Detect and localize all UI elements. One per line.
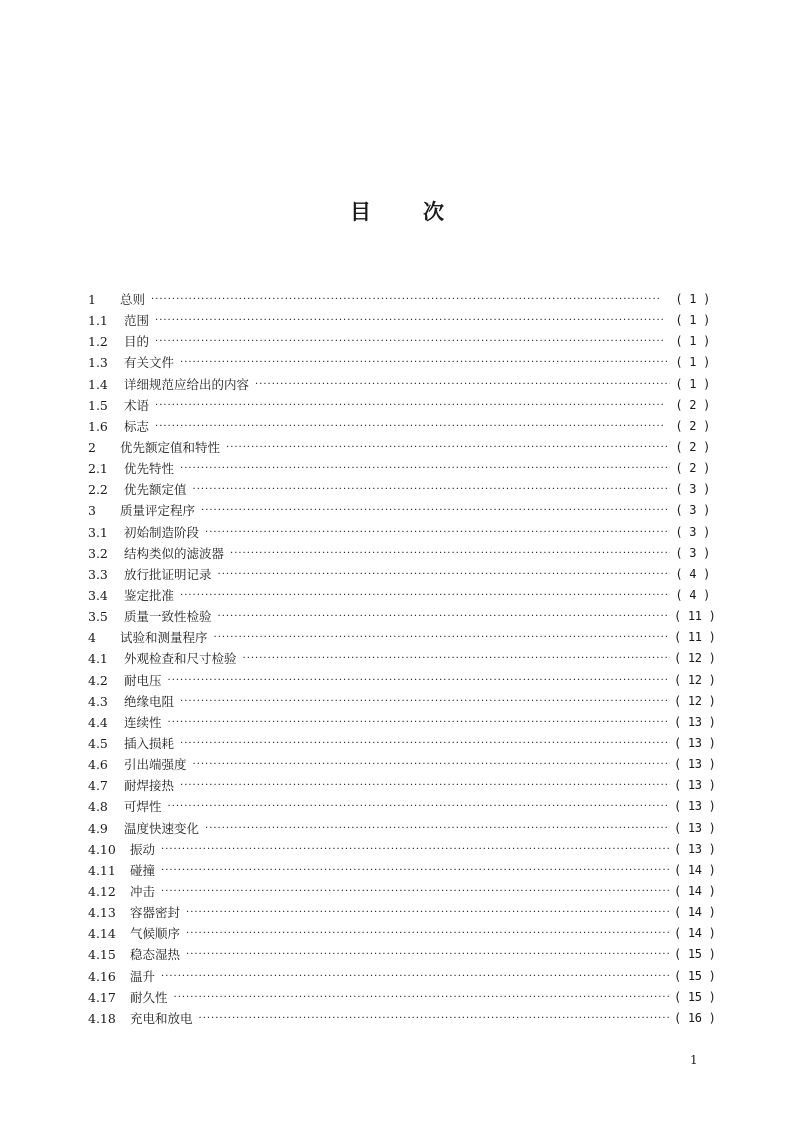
toc-entry[interactable] — [88, 374, 710, 395]
toc-entry[interactable] — [88, 352, 710, 373]
toc-entry[interactable] — [88, 775, 716, 796]
dot-leader — [180, 733, 670, 754]
dot-leader — [180, 585, 670, 606]
toc-entry-number: 4.18 — [88, 1010, 116, 1026]
toc-entry[interactable] — [88, 902, 716, 923]
toc-entry-label: 温度快速变化 — [124, 820, 200, 836]
toc-entry-page: ( 3 ) — [675, 545, 710, 560]
toc-entry-number: 1.4 — [88, 376, 108, 392]
toc-entry-page: ( 15 ) — [674, 968, 716, 983]
toc-entry-label: 温升 — [130, 968, 156, 984]
dot-leader — [151, 289, 670, 310]
toc-entry-page: ( 2 ) — [675, 418, 710, 433]
toc-entry-number: 1.5 — [88, 397, 108, 413]
toc-entry[interactable] — [88, 670, 716, 691]
toc-entry[interactable] — [88, 627, 716, 648]
toc-entry-page: ( 1 ) — [675, 313, 710, 328]
toc-entry[interactable] — [88, 733, 716, 754]
toc-entry-number: 4.8 — [88, 799, 108, 815]
toc-entry-label: 初始制造阶段 — [124, 524, 200, 540]
toc-entry-label: 质量评定程序 — [120, 503, 196, 519]
toc-entry-label: 目的 — [124, 334, 150, 350]
toc-entry-label: 放行批证明记录 — [124, 566, 212, 582]
toc-entry-page: ( 12 ) — [674, 672, 716, 687]
toc-entry-label: 外观检查和尺寸检验 — [124, 651, 237, 667]
dot-leader — [199, 1008, 670, 1029]
toc-entry-label: 气候顺序 — [130, 926, 181, 942]
toc-entry[interactable] — [88, 458, 710, 479]
toc-entry-page: ( 13 ) — [674, 757, 716, 772]
toc-entry-number: 4.6 — [88, 757, 108, 773]
toc-entry-label: 碰撞 — [130, 862, 156, 878]
toc-entry[interactable] — [88, 754, 716, 775]
toc-entry-number: 4.12 — [88, 884, 116, 899]
dot-leader — [180, 775, 670, 796]
dot-leader — [205, 818, 670, 839]
title-char-2: 次 — [423, 200, 444, 224]
dot-leader — [161, 839, 670, 860]
dot-leader — [218, 564, 670, 585]
toc-entry-page: ( 14 ) — [674, 926, 716, 941]
dot-leader — [205, 522, 670, 543]
toc-entry-page: ( 11 ) — [674, 609, 716, 624]
dot-leader — [255, 374, 670, 395]
toc-entry-number: 4.16 — [88, 968, 116, 984]
toc-entry-page: ( 16 ) — [674, 1010, 716, 1025]
toc-entry[interactable] — [88, 500, 710, 521]
toc-entry-page: ( 4 ) — [675, 566, 710, 581]
toc-entry-page: ( 12 ) — [674, 693, 716, 708]
toc-entry-page: ( 4 ) — [675, 588, 710, 603]
toc-entry-label: 插入损耗 — [124, 736, 175, 752]
toc-entry-number: 3.5 — [88, 609, 108, 625]
toc-entry-number: 1.2 — [88, 334, 108, 350]
dot-leader — [186, 902, 670, 923]
toc-entry-label: 可焊性 — [124, 799, 162, 815]
toc-entry[interactable] — [88, 437, 710, 458]
toc-entry-page: ( 15 ) — [674, 947, 716, 962]
dot-leader — [180, 352, 670, 373]
toc-entry-page: ( 11 ) — [674, 630, 716, 645]
dot-leader — [243, 648, 670, 669]
toc-entry-page: ( 13 ) — [674, 820, 716, 835]
dot-leader — [168, 712, 670, 733]
toc-entry[interactable] — [88, 712, 716, 733]
toc-entry[interactable] — [88, 522, 710, 543]
toc-entry-number: 2.1 — [88, 461, 108, 477]
toc-entry-label: 振动 — [130, 841, 156, 857]
toc-entry-label: 结构类似的滤波器 — [124, 545, 225, 561]
toc-entry-page: ( 1 ) — [675, 376, 710, 391]
toc-entry[interactable] — [88, 818, 716, 839]
dot-leader — [186, 923, 670, 944]
toc-entry[interactable] — [88, 839, 716, 860]
toc-entry[interactable] — [88, 881, 716, 902]
toc-entry-label: 耐久性 — [130, 989, 168, 1005]
toc-entry[interactable] — [88, 923, 716, 944]
dot-leader — [168, 670, 670, 691]
toc-entry-number: 3.1 — [88, 524, 108, 540]
toc-entry-page: ( 3 ) — [675, 482, 710, 497]
page-title — [0, 196, 794, 226]
toc-entry-number: 4.9 — [88, 820, 108, 836]
toc-entry[interactable] — [88, 331, 710, 352]
toc-entry-page: ( 13 ) — [674, 841, 716, 856]
toc-entry-label: 优先特性 — [124, 461, 175, 477]
toc-entry-label: 充电和放电 — [130, 1010, 193, 1026]
toc-entry[interactable] — [88, 796, 716, 817]
dot-leader — [174, 987, 670, 1008]
toc-entry[interactable] — [88, 416, 710, 437]
toc-entry-label: 标志 — [124, 418, 150, 434]
toc-entry-page: ( 3 ) — [675, 503, 710, 518]
toc-entry-label: 耐电压 — [124, 672, 162, 688]
toc-entry-page: ( 14 ) — [674, 905, 716, 920]
toc-entry-page: ( 3 ) — [675, 524, 710, 539]
dot-leader — [161, 860, 670, 881]
page-number: 1 — [690, 1053, 698, 1067]
toc-entry-number: 4.11 — [88, 862, 116, 878]
toc-entry-label: 耐焊接热 — [124, 778, 175, 794]
toc-entry-number: 4.17 — [88, 989, 116, 1005]
toc-entry-label: 冲击 — [130, 884, 156, 899]
dot-leader — [180, 691, 670, 712]
dot-leader — [186, 944, 670, 965]
toc-entry-number: 2.2 — [88, 482, 108, 498]
dot-leader — [155, 310, 670, 331]
toc-entry-label: 总则 — [120, 292, 146, 308]
toc-entry-number: 4.13 — [88, 905, 116, 921]
toc-entry-page: ( 2 ) — [675, 397, 710, 412]
toc-entry-label: 连续性 — [124, 714, 162, 730]
table-of-contents — [88, 289, 716, 1029]
toc-entry[interactable] — [88, 966, 716, 987]
toc-entry-page: ( 1 ) — [675, 355, 710, 370]
dot-leader — [168, 796, 670, 817]
dot-leader — [161, 881, 670, 902]
toc-entry[interactable] — [88, 585, 710, 606]
toc-entry-number: 4.7 — [88, 778, 108, 794]
toc-entry-label: 范围 — [124, 313, 150, 329]
toc-entry-page: ( 12 ) — [674, 651, 716, 666]
toc-entry-label: 试验和测量程序 — [120, 630, 208, 646]
toc-entry-number: 2 — [88, 440, 96, 456]
toc-entry-number: 4.2 — [88, 672, 108, 688]
toc-entry[interactable] — [88, 479, 710, 500]
toc-entry-label: 容器密封 — [130, 905, 181, 921]
toc-entry-page: ( 14 ) — [674, 862, 716, 877]
toc-entry-label: 优先额定值 — [124, 482, 187, 498]
toc-entry-label: 有关文件 — [124, 355, 175, 371]
toc-entry[interactable] — [88, 395, 710, 416]
dot-leader — [201, 500, 670, 521]
dot-leader — [193, 754, 670, 775]
toc-entry-page: ( 13 ) — [674, 714, 716, 729]
toc-entry-page: ( 2 ) — [675, 440, 710, 455]
toc-entry-number: 4.15 — [88, 947, 116, 963]
toc-entry-number: 4.14 — [88, 926, 116, 942]
toc-entry-page: ( 14 ) — [674, 884, 716, 898]
dot-leader — [155, 395, 670, 416]
toc-entry-page: ( 1 ) — [675, 292, 710, 307]
toc-entry-page: ( 13 ) — [674, 736, 716, 751]
toc-entry-number: 4.1 — [88, 651, 108, 667]
dot-leader — [155, 331, 670, 352]
toc-entry[interactable] — [88, 1008, 716, 1029]
toc-entry-label: 鉴定批准 — [124, 588, 175, 604]
toc-entry-number: 1.3 — [88, 355, 108, 371]
dot-leader — [180, 458, 670, 479]
toc-entry-label: 质量一致性检验 — [124, 609, 212, 625]
toc-entry-number: 3.3 — [88, 566, 108, 582]
toc-entry-number: 4 — [88, 630, 96, 646]
toc-entry[interactable] — [88, 606, 716, 627]
toc-entry-label: 优先额定值和特性 — [120, 440, 221, 456]
toc-entry-label: 引出端强度 — [124, 757, 187, 773]
toc-entry-number: 3.2 — [88, 545, 108, 561]
dot-leader — [161, 966, 670, 987]
toc-entry[interactable] — [88, 543, 710, 564]
toc-entry-number: 1 — [88, 292, 96, 308]
dot-leader — [230, 543, 670, 564]
toc-entry-page: ( 1 ) — [675, 334, 710, 349]
toc-entry-number: 4.4 — [88, 714, 108, 730]
toc-entry-label: 绝缘电阻 — [124, 693, 175, 709]
dot-leader — [226, 437, 670, 458]
toc-entry-number: 3 — [88, 503, 96, 519]
dot-leader — [214, 627, 670, 648]
toc-entry[interactable] — [88, 987, 716, 1008]
toc-entry[interactable] — [88, 289, 710, 310]
toc-entry[interactable] — [88, 648, 716, 669]
toc-entry-number: 4.3 — [88, 693, 108, 709]
dot-leader — [218, 606, 670, 627]
toc-entry-number: 3.4 — [88, 588, 108, 604]
dot-leader — [193, 479, 670, 500]
toc-entry-number: 4.5 — [88, 736, 108, 752]
toc-entry[interactable] — [88, 691, 716, 712]
toc-entry-number: 4.10 — [88, 841, 116, 857]
toc-entry-number: 1.6 — [88, 418, 108, 434]
toc-entry-label: 术语 — [124, 397, 150, 413]
toc-entry-number: 1.1 — [88, 313, 108, 329]
toc-entry[interactable] — [88, 310, 710, 331]
toc-entry[interactable] — [88, 860, 716, 881]
toc-entry-page: ( 15 ) — [674, 989, 716, 1004]
toc-entry-label: 稳态湿热 — [130, 947, 181, 963]
toc-entry[interactable] — [88, 944, 716, 965]
toc-entry[interactable] — [88, 564, 710, 585]
toc-entry-page: ( 2 ) — [675, 461, 710, 476]
toc-entry-page: ( 13 ) — [674, 799, 716, 814]
toc-entry-page: ( 13 ) — [674, 778, 716, 793]
dot-leader — [155, 416, 670, 437]
title-char-1: 目 — [350, 200, 371, 224]
toc-entry-label: 详细规范应给出的内容 — [124, 376, 250, 392]
